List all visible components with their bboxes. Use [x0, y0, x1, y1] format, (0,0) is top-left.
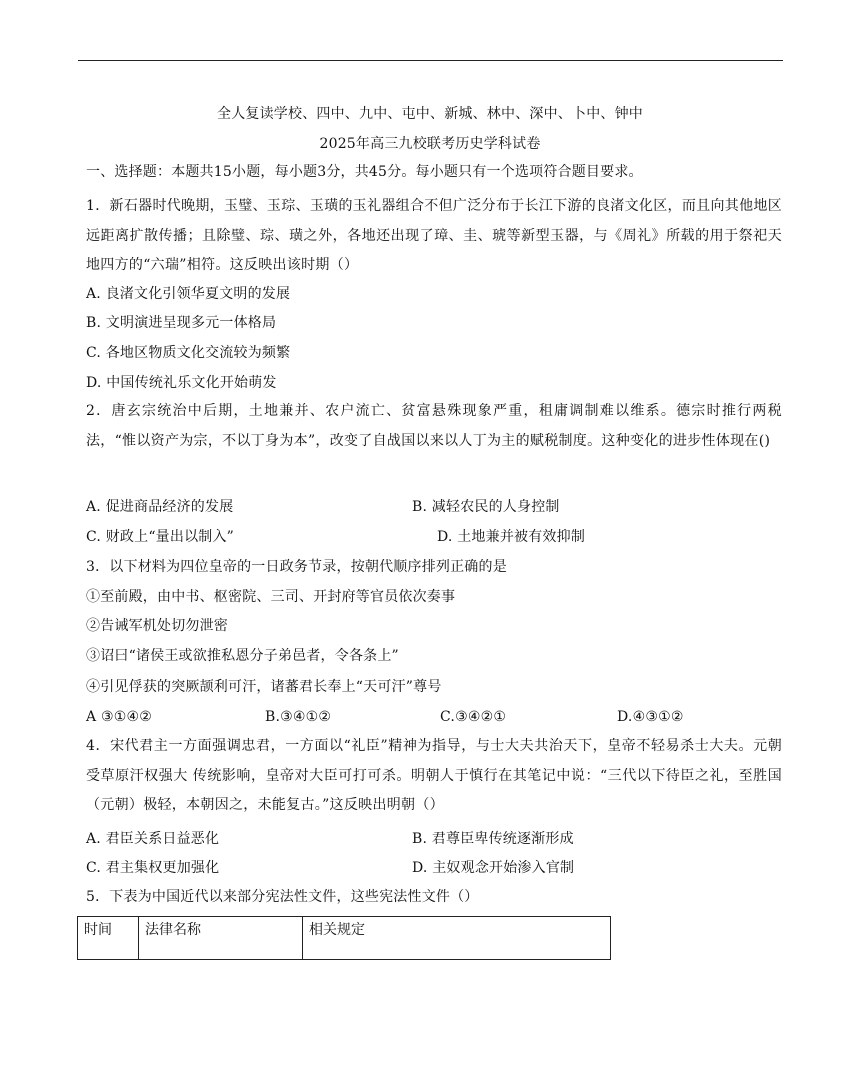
question-2-option-b: B. 减轻农民的人身控制	[412, 499, 560, 515]
table-header-time: 时间	[78, 917, 139, 960]
constitution-table	[77, 916, 611, 960]
section-heading: 一、选择题：本题共15小题，每小题3分，共45分。每小题只有一个选项符合题目要求。	[86, 164, 643, 180]
question-2-option-c: C. 财政上“量出以制入”	[86, 529, 235, 545]
question-3-stem: 3．以下材料为四位皇帝的一日政务节录，按朝代顺序排列正确的是	[86, 559, 507, 575]
question-4-stem: 4．宋代君主一方面强调忠君，一方面以“礼臣”精神为指导，与士大夫共治天下，皇帝不轻易杀士大夫。元朝受草原汗权强大 传统影响，皇帝对大臣可打可杀。明朝人于慎行在其笔记中说：“三代以下待臣之礼，至胜国（元朝）极轻，本朝因之，未能复古。”这反映出明朝（）	[86, 738, 782, 813]
question-4-option-b: B. 君尊臣卑传统逐渐形成	[412, 831, 574, 847]
question-1-stem: 1．新石器时代晚期，玉璧、玉琮、玉璜的玉礼器组合不但广泛分布于长江下游的良渚文化区，而且向其他地区远距离扩散传播；且除璧、琮、璜之外，各地还出现了璋、圭、琥等新型玉器，与《周礼》所载的用于祭祀天地四方的“六瑞”相符。这反映出该时期（）	[86, 198, 782, 273]
question-4-option-d: D. 主奴观念开始渗入官制	[412, 860, 575, 876]
question-3-option-a: A ③①④②	[86, 709, 152, 725]
question-3-option-b: B.③④①②	[265, 709, 332, 725]
header-rule	[78, 60, 783, 61]
question-4-option-c: C. 君主集权更加强化	[86, 860, 220, 876]
question-2-option-d: D. 土地兼并被有效抑制	[437, 529, 586, 545]
table-header-provisions: 相关规定	[303, 917, 611, 960]
school-list: 全人复读学校、四中、九中、屯中、新城、林中、深中、卜中、钟中	[217, 106, 643, 122]
question-3-option-c: C.③④②①	[440, 709, 507, 725]
question-2-option-a: A. 促进商品经济的发展	[86, 499, 234, 515]
question-1-option-a: A. 良渚文化引领华夏文明的发展	[86, 286, 291, 302]
question-1-option-c: C. 各地区物质文化交流较为频繁	[86, 345, 291, 361]
question-3-option-d: D.④③①②	[617, 709, 684, 725]
question-3-material-1: ①至前殿，由中书、枢密院、三司、开封府等官员依次奏事	[86, 589, 456, 605]
question-1-option-d: D. 中国传统礼乐文化开始萌发	[86, 375, 277, 391]
question-3-material-4: ④引见俘获的突厥颉利可汗，诸蕃君长奉上“天可汗”尊号	[86, 679, 442, 695]
question-4-option-a: A. 君臣关系日益恶化	[86, 831, 220, 847]
table-header-row	[78, 917, 611, 960]
question-2-stem: 2．唐玄宗统治中后期，土地兼并、农户流亡、贫富悬殊现象严重，租庸调制难以维系。德宗时推行两税法，“惟以资产为宗，不以丁身为本”，改变了自战国以来以人丁为主的赋税制度。这种变化的进步性体现在()	[86, 403, 782, 449]
question-3-material-2: ②告诫军机处切勿泄密	[86, 618, 228, 634]
question-1-option-b: B. 文明演进呈现多元一体格局	[86, 315, 277, 331]
exam-title: 2025年高三九校联考历史学科试卷	[319, 136, 541, 152]
question-3-material-3: ③诏曰“诸侯王或欲推私恩分子弟邑者，令各条上”	[86, 648, 399, 664]
question-5-stem: 5．下表为中国近代以来部分宪法性文件，这些宪法性文件（）	[86, 889, 479, 905]
table-header-law-name: 法律名称	[139, 917, 303, 960]
